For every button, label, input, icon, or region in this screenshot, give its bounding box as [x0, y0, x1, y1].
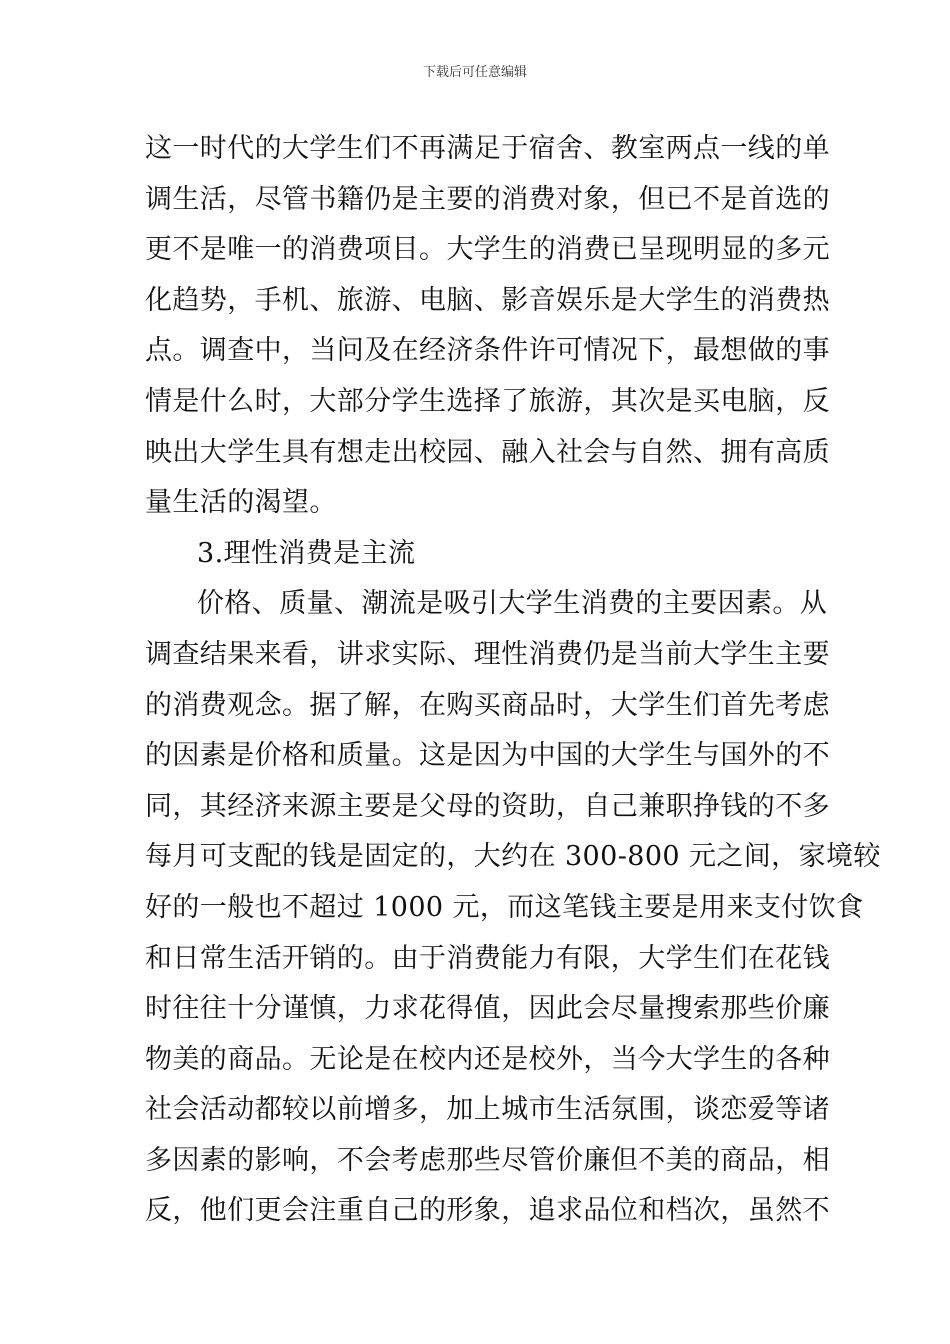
body-line: 的消费观念。据了解，在购买商品时，大学生们首先考虑	[145, 689, 830, 721]
body-line: 的因素是价格和质量。这是因为中国的大学生与国外的不	[145, 740, 830, 772]
body-line: 调生活，尽管书籍仍是主要的消费对象，但已不是首选的	[145, 183, 830, 215]
body-line: 化趋势，手机、旅游、电脑、影音娱乐是大学生的消费热	[145, 284, 830, 316]
body-line: 更不是唯一的消费项目。大学生的消费已呈现明显的多元	[145, 234, 830, 266]
body-line: 多因素的影响，不会考虑那些尽管价廉但不美的商品，相	[145, 1144, 830, 1176]
body-line: 好的一般也不超过 1000 元，而这笔钱主要是用来支付饮食	[145, 891, 864, 923]
body-line: 映出大学生具有想走出校园、融入社会与自然、拥有高质	[145, 436, 830, 468]
body-line: 每月可支配的钱是固定的，大约在 300-800 元之间，家境较	[145, 841, 881, 873]
body-line: 同，其经济来源主要是父母的资助，自己兼职挣钱的不多	[145, 790, 830, 822]
body-line: 和日常生活开销的。由于消费能力有限，大学生们在花钱	[145, 942, 830, 974]
body-line: 量生活的渴望。	[145, 487, 337, 519]
body-line: 点。调查中，当问及在经济条件许可情况下，最想做的事	[145, 335, 830, 367]
body-line: 价格、质量、潮流是吸引大学生消费的主要因素。从	[197, 588, 828, 620]
body-line: 社会活动都较以前增多，加上城市生活氛围，谈恋爱等诸	[145, 1094, 830, 1126]
body-line: 调查结果来看，讲求实际、理性消费仍是当前大学生主要	[145, 638, 830, 670]
document-body	[145, 124, 881, 1237]
body-line: 这一时代的大学生们不再满足于宿舍、教室两点一线的单	[145, 133, 830, 164]
body-line: 时往往十分谨慎，力求花得值，因此会尽量搜索那些价廉	[145, 993, 830, 1025]
body-line: 物美的商品。无论是在校内还是校外，当今大学生的各种	[145, 1043, 830, 1075]
page-header-note: 下载后可任意编辑	[422, 65, 527, 80]
body-line: 反，他们更会注重自己的形象，追求品位和档次，虽然不	[145, 1195, 830, 1227]
body-line: 情是什么时，大部分学生选择了旅游，其次是买电脑，反	[145, 385, 830, 417]
section-heading: 3.理性消费是主流	[197, 537, 416, 569]
